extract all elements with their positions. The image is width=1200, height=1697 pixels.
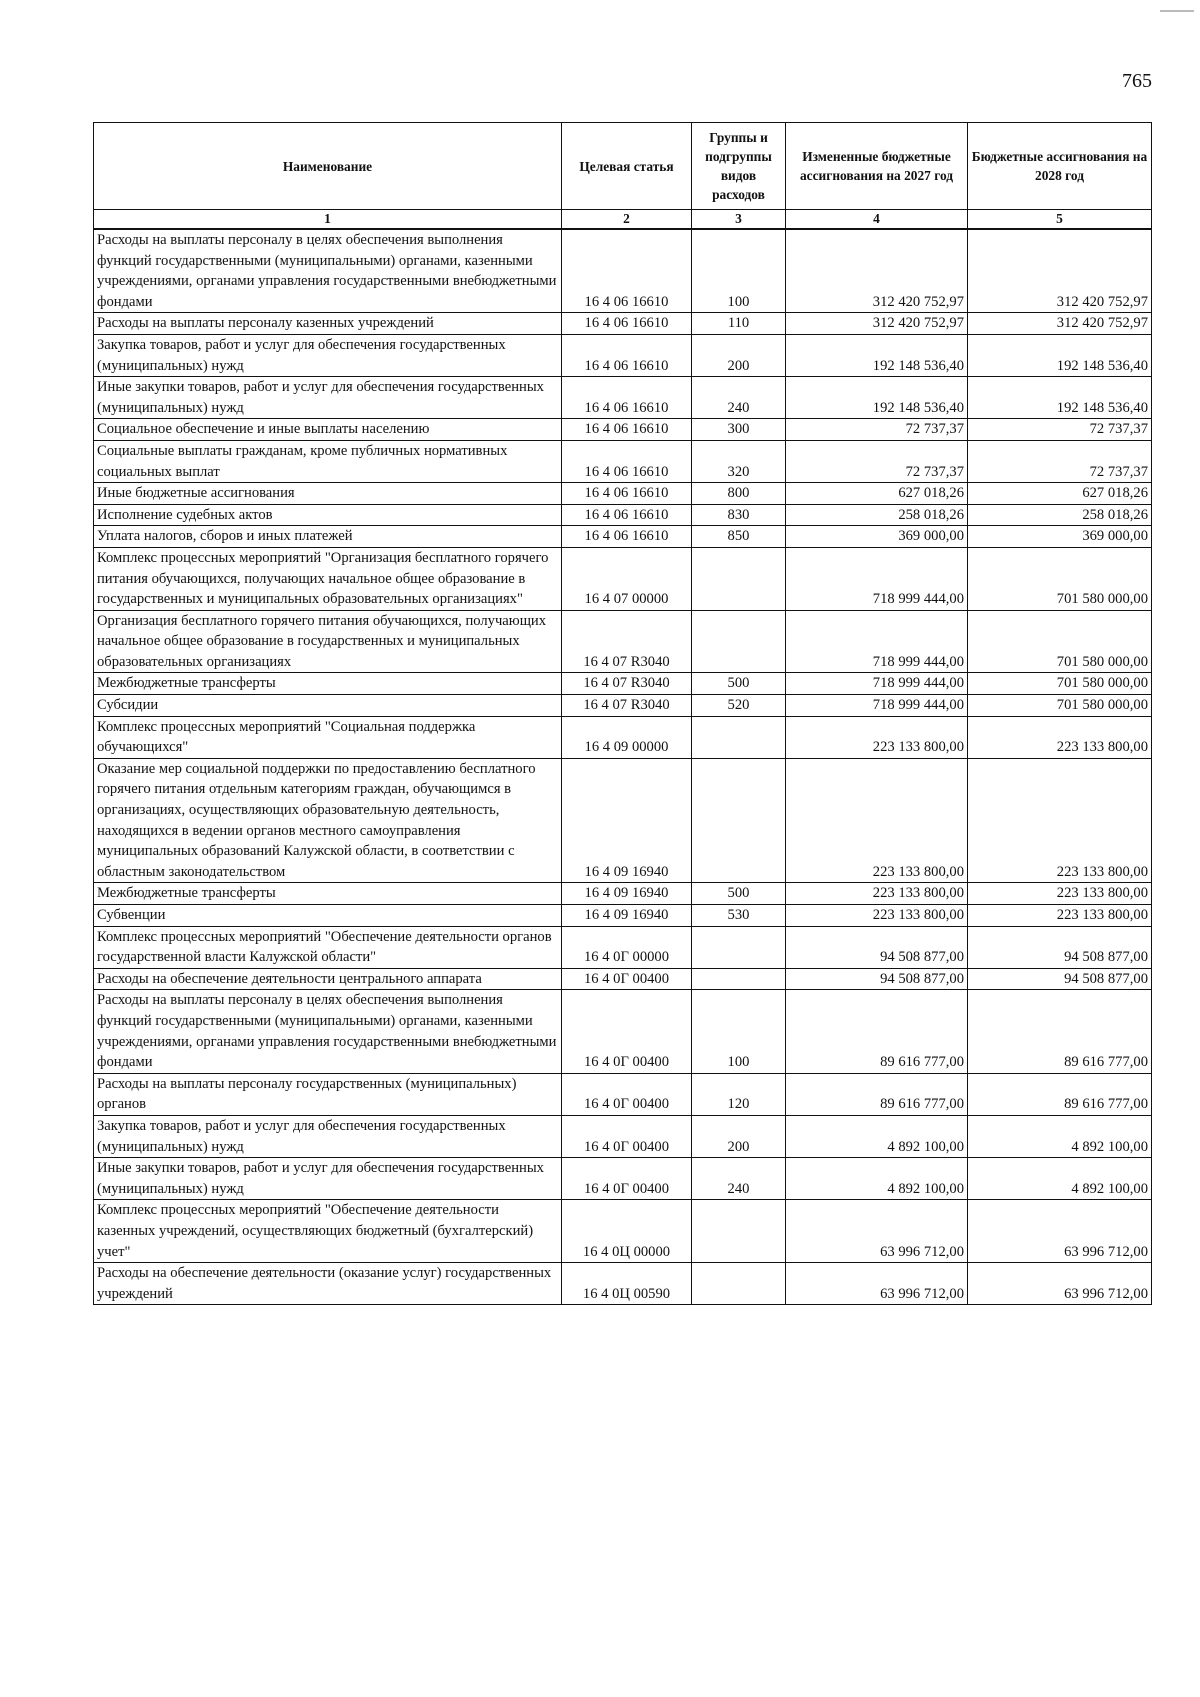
row-target-code: 16 4 06 16610 (562, 440, 692, 482)
header-name: Наименование (94, 123, 562, 210)
row-amount-2028: 94 508 877,00 (968, 926, 1152, 968)
row-amount-2028: 89 616 777,00 (968, 990, 1152, 1073)
row-amount-2028: 223 133 800,00 (968, 716, 1152, 758)
table-row (94, 1073, 1152, 1115)
table-row (94, 313, 1152, 335)
row-group-code: 500 (692, 883, 786, 905)
row-amount-2027: 192 148 536,40 (786, 377, 968, 419)
row-amount-2028: 192 148 536,40 (968, 377, 1152, 419)
row-amount-2028: 223 133 800,00 (968, 758, 1152, 883)
row-group-code: 110 (692, 313, 786, 335)
row-name: Расходы на выплаты персоналу в целях обеспечения выполнения функций государственными (муниципальными) органами, казенными учреждениями, органами управления государственными внебюджетными фондами (94, 990, 562, 1073)
row-group-code (692, 926, 786, 968)
table-row (94, 990, 1152, 1073)
row-target-code: 16 4 0Г 00400 (562, 1158, 692, 1200)
column-number: 5 (968, 210, 1152, 230)
column-number: 4 (786, 210, 968, 230)
row-amount-2027: 4 892 100,00 (786, 1158, 968, 1200)
row-name: Межбюджетные трансферты (94, 673, 562, 695)
table-row (94, 905, 1152, 927)
row-target-code: 16 4 09 16940 (562, 883, 692, 905)
table-row (94, 1200, 1152, 1263)
row-amount-2028: 94 508 877,00 (968, 968, 1152, 990)
row-group-code (692, 758, 786, 883)
row-name: Организация бесплатного горячего питания обучающихся, получающих начальное общее образование в государственных и муниципальных образовательных организациях (94, 610, 562, 673)
row-name: Исполнение судебных актов (94, 504, 562, 526)
row-target-code: 16 4 0Ц 00000 (562, 1200, 692, 1263)
row-target-code: 16 4 06 16610 (562, 334, 692, 376)
row-amount-2027: 718 999 444,00 (786, 547, 968, 610)
row-amount-2027: 718 999 444,00 (786, 695, 968, 717)
table-row (94, 547, 1152, 610)
row-amount-2027: 718 999 444,00 (786, 673, 968, 695)
row-target-code: 16 4 0Г 00400 (562, 1115, 692, 1157)
row-amount-2027: 89 616 777,00 (786, 990, 968, 1073)
row-amount-2027: 89 616 777,00 (786, 1073, 968, 1115)
row-target-code: 16 4 0Г 00000 (562, 926, 692, 968)
table-row (94, 673, 1152, 695)
row-amount-2027: 72 737,37 (786, 440, 968, 482)
row-target-code: 16 4 0Г 00400 (562, 1073, 692, 1115)
row-target-code: 16 4 06 16610 (562, 504, 692, 526)
row-target-code: 16 4 0Г 00400 (562, 968, 692, 990)
row-amount-2028: 89 616 777,00 (968, 1073, 1152, 1115)
row-group-code: 530 (692, 905, 786, 927)
row-group-code (692, 610, 786, 673)
row-amount-2028: 312 420 752,97 (968, 229, 1152, 313)
row-group-code: 520 (692, 695, 786, 717)
row-amount-2028: 72 737,37 (968, 440, 1152, 482)
row-target-code: 16 4 07 00000 (562, 547, 692, 610)
row-amount-2027: 192 148 536,40 (786, 334, 968, 376)
table-row (94, 695, 1152, 717)
row-name: Социальные выплаты гражданам, кроме публичных нормативных социальных выплат (94, 440, 562, 482)
header-changed-2027: Измененные бюджетные ассигнования на 2027 год (786, 123, 968, 210)
header-group: Группы и подгруппы видов расходов (692, 123, 786, 210)
row-name: Иные закупки товаров, работ и услуг для обеспечения государственных (муниципальных) нужд (94, 1158, 562, 1200)
row-name: Расходы на выплаты персоналу казенных учреждений (94, 313, 562, 335)
row-group-code: 300 (692, 419, 786, 441)
table-row (94, 968, 1152, 990)
table-body (94, 229, 1152, 1305)
row-target-code: 16 4 0Ц 00590 (562, 1263, 692, 1305)
row-target-code: 16 4 09 00000 (562, 716, 692, 758)
table-row (94, 440, 1152, 482)
header-target: Целевая статья (562, 123, 692, 210)
row-amount-2028: 63 996 712,00 (968, 1200, 1152, 1263)
row-group-code (692, 1263, 786, 1305)
row-amount-2028: 701 580 000,00 (968, 695, 1152, 717)
row-group-code: 200 (692, 1115, 786, 1157)
row-name: Субвенции (94, 905, 562, 927)
row-name: Комплекс процессных мероприятий "Организация бесплатного горячего питания обучающихся, получающих начальное общее образование в государственных и муниципальных образовательных организациях" (94, 547, 562, 610)
row-amount-2028: 72 737,37 (968, 419, 1152, 441)
row-name: Оказание мер социальной поддержки по предоставлению бесплатного горячего питания отдельным категориям граждан, обучающимся в организациях, осуществляющих образовательную деятельность, находящихся в ведении органов местного самоуправления муниципальных образований Калужской области, в соответствии с областным законодательством (94, 758, 562, 883)
row-group-code: 830 (692, 504, 786, 526)
row-name: Иные закупки товаров, работ и услуг для обеспечения государственных (муниципальных) нужд (94, 377, 562, 419)
row-group-code: 320 (692, 440, 786, 482)
row-amount-2028: 701 580 000,00 (968, 673, 1152, 695)
table-row (94, 483, 1152, 505)
row-amount-2027: 718 999 444,00 (786, 610, 968, 673)
table-row (94, 229, 1152, 313)
table-row (94, 716, 1152, 758)
row-target-code: 16 4 07 R3040 (562, 695, 692, 717)
row-target-code: 16 4 06 16610 (562, 229, 692, 313)
row-name: Комплекс процессных мероприятий "Обеспечение деятельности органов государственной власти Калужской области" (94, 926, 562, 968)
table-row (94, 334, 1152, 376)
table-row (94, 926, 1152, 968)
row-name: Расходы на выплаты персоналу в целях обеспечения выполнения функций государственными (муниципальными) органами, казенными учреждениями, органами управления государственными внебюджетными фондами (94, 229, 562, 313)
row-group-code: 100 (692, 229, 786, 313)
row-target-code: 16 4 09 16940 (562, 905, 692, 927)
row-target-code: 16 4 06 16610 (562, 377, 692, 419)
table-row (94, 504, 1152, 526)
budget-table (93, 122, 1152, 1305)
row-amount-2027: 312 420 752,97 (786, 229, 968, 313)
row-amount-2027: 312 420 752,97 (786, 313, 968, 335)
table-row (94, 419, 1152, 441)
row-amount-2028: 312 420 752,97 (968, 313, 1152, 335)
header-row (94, 123, 1152, 210)
row-target-code: 16 4 06 16610 (562, 313, 692, 335)
table-row (94, 1158, 1152, 1200)
row-target-code: 16 4 06 16610 (562, 526, 692, 548)
row-amount-2028: 4 892 100,00 (968, 1158, 1152, 1200)
row-target-code: 16 4 07 R3040 (562, 673, 692, 695)
table-row (94, 758, 1152, 883)
row-amount-2027: 4 892 100,00 (786, 1115, 968, 1157)
row-amount-2027: 223 133 800,00 (786, 758, 968, 883)
row-name: Субсидии (94, 695, 562, 717)
row-amount-2027: 63 996 712,00 (786, 1200, 968, 1263)
row-group-code (692, 716, 786, 758)
row-amount-2028: 192 148 536,40 (968, 334, 1152, 376)
row-amount-2027: 72 737,37 (786, 419, 968, 441)
row-name: Межбюджетные трансферты (94, 883, 562, 905)
row-amount-2027: 223 133 800,00 (786, 905, 968, 927)
row-amount-2028: 4 892 100,00 (968, 1115, 1152, 1157)
row-amount-2028: 627 018,26 (968, 483, 1152, 505)
row-target-code: 16 4 07 R3040 (562, 610, 692, 673)
row-group-code (692, 547, 786, 610)
row-group-code (692, 1200, 786, 1263)
row-name: Иные бюджетные ассигнования (94, 483, 562, 505)
row-group-code: 850 (692, 526, 786, 548)
row-amount-2028: 258 018,26 (968, 504, 1152, 526)
row-target-code: 16 4 06 16610 (562, 419, 692, 441)
column-number-row (94, 210, 1152, 230)
row-amount-2027: 369 000,00 (786, 526, 968, 548)
row-amount-2027: 627 018,26 (786, 483, 968, 505)
row-amount-2027: 94 508 877,00 (786, 968, 968, 990)
row-group-code: 500 (692, 673, 786, 695)
row-name: Социальное обеспечение и иные выплаты населению (94, 419, 562, 441)
header-alloc-2028: Бюджетные ассигнования на 2028 год (968, 123, 1152, 210)
row-group-code: 240 (692, 1158, 786, 1200)
row-group-code: 200 (692, 334, 786, 376)
row-target-code: 16 4 0Г 00400 (562, 990, 692, 1073)
row-group-code: 100 (692, 990, 786, 1073)
scan-mark (1160, 10, 1194, 12)
table-row (94, 610, 1152, 673)
table-row (94, 883, 1152, 905)
row-amount-2027: 258 018,26 (786, 504, 968, 526)
row-amount-2028: 369 000,00 (968, 526, 1152, 548)
row-amount-2028: 223 133 800,00 (968, 883, 1152, 905)
table-row (94, 1115, 1152, 1157)
row-amount-2027: 223 133 800,00 (786, 883, 968, 905)
row-amount-2028: 223 133 800,00 (968, 905, 1152, 927)
row-group-code: 240 (692, 377, 786, 419)
row-name: Уплата налогов, сборов и иных платежей (94, 526, 562, 548)
column-number: 3 (692, 210, 786, 230)
row-name: Расходы на обеспечение деятельности центрального аппарата (94, 968, 562, 990)
row-group-code: 120 (692, 1073, 786, 1115)
row-amount-2027: 223 133 800,00 (786, 716, 968, 758)
row-target-code: 16 4 06 16610 (562, 483, 692, 505)
column-number: 2 (562, 210, 692, 230)
row-amount-2028: 701 580 000,00 (968, 610, 1152, 673)
row-amount-2027: 94 508 877,00 (786, 926, 968, 968)
row-name: Расходы на выплаты персоналу государственных (муниципальных) органов (94, 1073, 562, 1115)
row-target-code: 16 4 09 16940 (562, 758, 692, 883)
row-group-code: 800 (692, 483, 786, 505)
table-row (94, 377, 1152, 419)
row-name: Комплекс процессных мероприятий "Социальная поддержка обучающихся" (94, 716, 562, 758)
row-group-code (692, 968, 786, 990)
row-amount-2028: 63 996 712,00 (968, 1263, 1152, 1305)
row-amount-2028: 701 580 000,00 (968, 547, 1152, 610)
row-name: Расходы на обеспечение деятельности (оказание услуг) государственных учреждений (94, 1263, 562, 1305)
row-name: Закупка товаров, работ и услуг для обеспечения государственных (муниципальных) нужд (94, 1115, 562, 1157)
table-row (94, 526, 1152, 548)
row-name: Закупка товаров, работ и услуг для обеспечения государственных (муниципальных) нужд (94, 334, 562, 376)
column-number: 1 (94, 210, 562, 230)
page-number: 765 (1122, 70, 1152, 92)
table-row (94, 1263, 1152, 1305)
row-amount-2027: 63 996 712,00 (786, 1263, 968, 1305)
row-name: Комплекс процессных мероприятий "Обеспечение деятельности казенных учреждений, осуществляющих бюджетный (бухгалтерский) учет" (94, 1200, 562, 1263)
